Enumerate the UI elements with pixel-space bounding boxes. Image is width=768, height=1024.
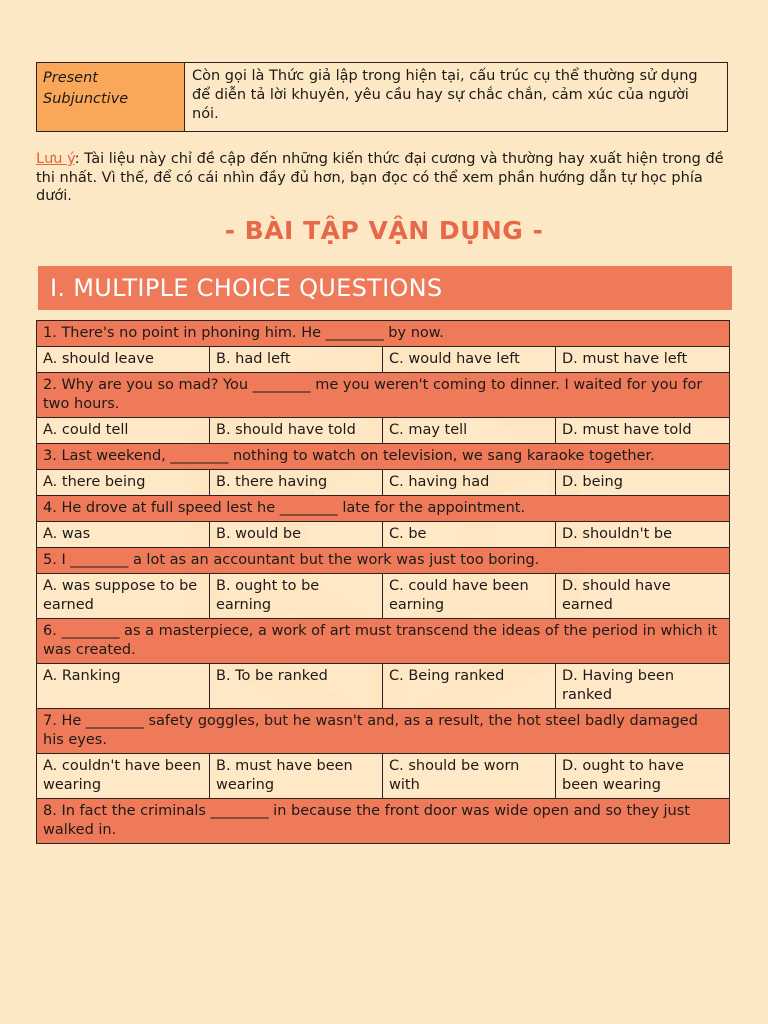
question-text: 8. In fact the criminals ________ in because the front door was wide open and so they just walked in. bbox=[37, 799, 730, 844]
answer-option[interactable]: C. should be worn with bbox=[383, 754, 556, 799]
answer-option[interactable]: A. should leave bbox=[37, 347, 210, 373]
answer-option[interactable]: C. may tell bbox=[383, 418, 556, 444]
answer-option[interactable]: D. being bbox=[556, 470, 730, 496]
answer-option[interactable]: C. could have been earning bbox=[383, 574, 556, 619]
options-row bbox=[37, 470, 730, 496]
answer-option[interactable]: D. must have left bbox=[556, 347, 730, 373]
question-text: 3. Last weekend, ________ nothing to watch on television, we sang karaoke together. bbox=[37, 444, 730, 470]
note-paragraph bbox=[36, 150, 736, 206]
question-text: 1. There's no point in phoning him. He ________ by now. bbox=[37, 321, 730, 347]
exercise-title: - BÀI TẬP VẬN DỤNG - bbox=[224, 216, 544, 245]
question-row bbox=[37, 709, 730, 754]
question-text: 2. Why are you so mad? You ________ me you weren't coming to dinner. I waited for you for two hours. bbox=[37, 373, 730, 418]
answer-option[interactable]: B. there having bbox=[210, 470, 383, 496]
question-row bbox=[37, 548, 730, 574]
answer-option[interactable]: C. be bbox=[383, 522, 556, 548]
answer-option[interactable]: A. there being bbox=[37, 470, 210, 496]
answer-option[interactable]: B. had left bbox=[210, 347, 383, 373]
answer-option[interactable]: B. should have told bbox=[210, 418, 383, 444]
options-row bbox=[37, 664, 730, 709]
question-text: 6. ________ as a masterpiece, a work of art must transcend the ideas of the period in which it was created. bbox=[37, 619, 730, 664]
options-row bbox=[37, 347, 730, 373]
answer-option[interactable]: C. having had bbox=[383, 470, 556, 496]
answer-option[interactable]: D. must have told bbox=[556, 418, 730, 444]
question-row bbox=[37, 496, 730, 522]
options-row bbox=[37, 522, 730, 548]
question-text: 7. He ________ safety goggles, but he wasn't and, as a result, the hot steel badly damaged his eyes. bbox=[37, 709, 730, 754]
question-row bbox=[37, 619, 730, 664]
note-text: : Tài liệu này chỉ đề cập đến những kiến thức đại cương và thường hay xuất hiện trong đề thi nhất. Vì thế, để có cái nhìn đầy đủ hơn, bạn đọc có thể xem phần hướng dẫn tự học phía dưới. bbox=[36, 151, 724, 204]
definition-table bbox=[36, 62, 728, 132]
answer-option[interactable]: B. must have been wearing bbox=[210, 754, 383, 799]
answer-option[interactable]: A. could tell bbox=[37, 418, 210, 444]
answer-option[interactable]: B. To be ranked bbox=[210, 664, 383, 709]
section-header: I. MULTIPLE CHOICE QUESTIONS bbox=[38, 266, 732, 310]
answer-option[interactable]: B. ought to be earning bbox=[210, 574, 383, 619]
answer-option[interactable]: D. shouldn't be bbox=[556, 522, 730, 548]
question-row bbox=[37, 321, 730, 347]
options-row bbox=[37, 418, 730, 444]
question-text: 4. He drove at full speed lest he ________ late for the appointment. bbox=[37, 496, 730, 522]
term-cell: Present Subjunctive bbox=[37, 63, 185, 131]
answer-option[interactable]: D. should have earned bbox=[556, 574, 730, 619]
options-row bbox=[37, 574, 730, 619]
answer-option[interactable]: A. couldn't have been wearing bbox=[37, 754, 210, 799]
questions-table bbox=[36, 320, 730, 844]
answer-option[interactable]: D. Having been ranked bbox=[556, 664, 730, 709]
answer-option[interactable]: D. ought to have been wearing bbox=[556, 754, 730, 799]
question-row bbox=[37, 444, 730, 470]
question-text: 5. I ________ a lot as an accountant but the work was just too boring. bbox=[37, 548, 730, 574]
definition-cell: Còn gọi là Thức giả lập trong hiện tại, cấu trúc cụ thể thường sử dụng để diễn tả lời khuyên, yêu cầu hay sự chắc chắn, cảm xúc của người nói. bbox=[185, 63, 727, 131]
answer-option[interactable]: A. was bbox=[37, 522, 210, 548]
answer-option[interactable]: C. would have left bbox=[383, 347, 556, 373]
answer-option[interactable]: C. Being ranked bbox=[383, 664, 556, 709]
answer-option[interactable]: B. would be bbox=[210, 522, 383, 548]
answer-option[interactable]: A. was suppose to be earned bbox=[37, 574, 210, 619]
answer-option[interactable]: A. Ranking bbox=[37, 664, 210, 709]
question-row bbox=[37, 799, 730, 844]
note-label: Lưu ý bbox=[36, 151, 75, 167]
question-row bbox=[37, 373, 730, 418]
options-row bbox=[37, 754, 730, 799]
